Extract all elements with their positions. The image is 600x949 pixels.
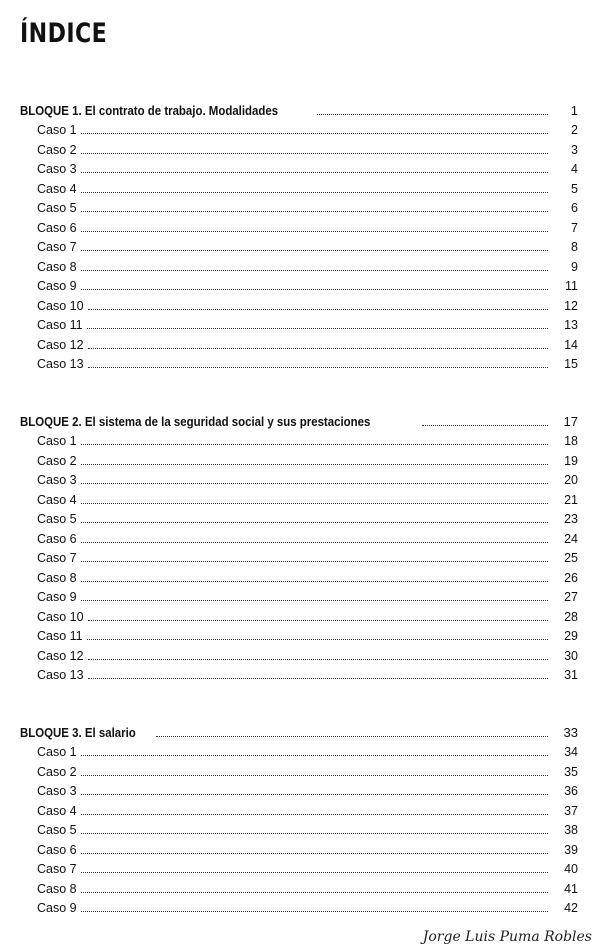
- toc-entry[interactable]: [37, 448, 578, 468]
- page-number: 40: [564, 862, 578, 876]
- toc-entry[interactable]: [37, 487, 578, 507]
- page-number: 20: [564, 473, 578, 487]
- page-number: 7: [571, 220, 578, 235]
- case-label: Caso 5: [37, 512, 77, 526]
- page-number: 6: [571, 201, 578, 215]
- toc-entry[interactable]: [37, 876, 578, 896]
- toc-entry[interactable]: [37, 585, 578, 605]
- toc-entry[interactable]: [37, 779, 578, 799]
- case-label: Caso 10: [37, 298, 84, 313]
- toc-entry[interactable]: [37, 176, 578, 196]
- page-number: 26: [564, 570, 578, 585]
- case-label: Caso 12: [37, 337, 84, 352]
- case-label: Caso 12: [37, 648, 84, 663]
- case-label: Caso 4: [37, 803, 77, 818]
- block-heading-3[interactable]: [20, 720, 578, 740]
- page-number: 12: [564, 298, 578, 313]
- page-number: 17: [563, 413, 578, 429]
- dot-leader: [81, 541, 548, 543]
- case-label: Caso 5: [37, 823, 77, 837]
- page-number: 42: [564, 901, 578, 915]
- toc-entry[interactable]: [37, 274, 578, 294]
- case-label: Caso 6: [37, 220, 77, 235]
- toc-entry[interactable]: [37, 313, 578, 333]
- page-number: 41: [564, 881, 578, 896]
- case-label: Caso 4: [37, 492, 77, 507]
- dot-leader: [81, 891, 548, 893]
- signature: Jorge Luis Puma Robles: [422, 929, 592, 945]
- toc-entry[interactable]: [37, 624, 578, 644]
- dot-leader: [81, 132, 548, 134]
- page-number: 23: [564, 512, 578, 526]
- toc-entry[interactable]: [37, 546, 578, 566]
- case-label: Caso 8: [37, 881, 77, 896]
- toc-entry[interactable]: [37, 857, 578, 877]
- case-label: Caso 1: [37, 123, 77, 137]
- page-number: 25: [564, 551, 578, 565]
- dot-leader: [81, 502, 548, 504]
- dot-leader: [88, 347, 548, 349]
- page-number: 15: [564, 357, 578, 371]
- dot-leader: [81, 832, 548, 834]
- page-number: 19: [564, 453, 578, 468]
- page-number: 39: [564, 842, 578, 857]
- page-number: 13: [564, 318, 578, 332]
- dot-leader: [87, 638, 548, 640]
- dot-leader: [422, 424, 548, 426]
- dot-leader: [81, 152, 548, 154]
- case-label: Caso 6: [37, 842, 77, 857]
- dot-leader: [87, 327, 548, 329]
- toc-entry[interactable]: [37, 137, 578, 157]
- toc-entry[interactable]: [37, 604, 578, 624]
- case-label: Caso 1: [37, 745, 77, 759]
- block-heading-2[interactable]: [20, 409, 578, 429]
- dot-leader: [156, 735, 548, 737]
- page-number: 24: [564, 531, 578, 546]
- toc-entry[interactable]: [37, 565, 578, 585]
- page-number: 35: [564, 764, 578, 779]
- block-heading-label: [20, 104, 313, 118]
- dot-leader: [81, 249, 548, 251]
- dot-leader: [88, 308, 548, 310]
- case-label: Caso 2: [37, 142, 77, 157]
- case-label: Caso 5: [37, 201, 77, 215]
- case-label: Caso 7: [37, 240, 77, 254]
- toc-entry[interactable]: [37, 215, 578, 235]
- case-label: Caso 3: [37, 784, 77, 798]
- dot-leader: [81, 210, 548, 212]
- toc-entry[interactable]: [37, 837, 578, 857]
- dot-leader: [88, 658, 548, 660]
- page-number: 38: [564, 823, 578, 837]
- toc-entry[interactable]: [37, 663, 578, 683]
- case-label: Caso 2: [37, 764, 77, 779]
- page-number: 9: [571, 259, 578, 274]
- block-name: El contrato de trabajo. Modalidades: [84, 102, 279, 118]
- page-number: 4: [571, 162, 578, 176]
- dot-leader: [81, 521, 548, 523]
- toc-entry[interactable]: [37, 896, 578, 916]
- case-label: Caso 7: [37, 551, 77, 565]
- block-heading-1[interactable]: [20, 98, 578, 118]
- page-number: 28: [564, 609, 578, 624]
- toc-entry[interactable]: [37, 196, 578, 216]
- dot-leader: [88, 677, 548, 679]
- page-number: 29: [564, 629, 578, 643]
- dot-leader: [81, 463, 548, 465]
- page-number: 18: [564, 434, 578, 448]
- page-title: ÍNDICE: [20, 18, 108, 49]
- dot-leader: [81, 482, 548, 484]
- dot-leader: [81, 871, 548, 873]
- page-number: 14: [564, 337, 578, 352]
- toc-entry[interactable]: [37, 759, 578, 779]
- toc-entry[interactable]: [37, 798, 578, 818]
- page-number: 2: [571, 123, 578, 137]
- toc-entry[interactable]: [37, 352, 578, 372]
- block-name: El salario: [84, 724, 136, 740]
- page-number: 8: [571, 240, 578, 254]
- toc-entry[interactable]: [37, 332, 578, 352]
- case-label: Caso 3: [37, 473, 77, 487]
- page-number: 21: [564, 492, 578, 507]
- block-prefix: BLOQUE 3.: [20, 724, 82, 740]
- toc-entry[interactable]: [37, 293, 578, 313]
- page-number: 36: [564, 784, 578, 798]
- page-number: 3: [571, 142, 578, 157]
- dot-leader: [81, 443, 548, 445]
- block-prefix: BLOQUE 1.: [20, 102, 82, 118]
- toc-entry[interactable]: [37, 429, 578, 449]
- block-name: El sistema de la seguridad social y sus prestaciones: [84, 413, 371, 429]
- dot-leader: [317, 113, 548, 115]
- case-label: Caso 8: [37, 570, 77, 585]
- toc-entry[interactable]: [37, 235, 578, 255]
- case-label: Caso 11: [37, 629, 83, 643]
- dot-leader: [81, 599, 548, 601]
- dot-leader: [81, 288, 548, 290]
- page-number: 11: [565, 279, 578, 293]
- page-number: 27: [564, 590, 578, 604]
- dot-leader: [81, 171, 548, 173]
- page-number: 30: [564, 648, 578, 663]
- case-label: Caso 10: [37, 609, 84, 624]
- page-number: 5: [571, 181, 578, 196]
- toc-entry[interactable]: [37, 643, 578, 663]
- toc-entry[interactable]: [37, 818, 578, 838]
- block-prefix: BLOQUE 2.: [20, 413, 82, 429]
- block-heading-label: [20, 726, 152, 740]
- page-number: 34: [564, 745, 578, 759]
- case-label: Caso 7: [37, 862, 77, 876]
- dot-leader: [81, 793, 548, 795]
- toc-entry[interactable]: [37, 526, 578, 546]
- case-label: Caso 1: [37, 434, 77, 448]
- toc-entry[interactable]: [37, 157, 578, 177]
- dot-leader: [81, 560, 548, 562]
- dot-leader: [81, 754, 548, 756]
- case-label: Caso 9: [37, 590, 77, 604]
- dot-leader: [81, 852, 548, 854]
- case-label: Caso 6: [37, 531, 77, 546]
- page-number: 37: [564, 803, 578, 818]
- case-label: Caso 3: [37, 162, 77, 176]
- case-label: Caso 9: [37, 901, 77, 915]
- dot-leader: [88, 366, 548, 368]
- case-label: Caso 11: [37, 318, 83, 332]
- block-heading-label: [20, 415, 418, 429]
- page-number: 33: [563, 724, 578, 740]
- dot-leader: [81, 774, 548, 776]
- case-label: Caso 13: [37, 668, 84, 682]
- case-label: Caso 13: [37, 357, 84, 371]
- dot-leader: [88, 619, 548, 621]
- dot-leader: [81, 269, 548, 271]
- case-label: Caso 9: [37, 279, 77, 293]
- toc-entry[interactable]: [37, 507, 578, 527]
- page-number: 1: [570, 102, 578, 118]
- dot-leader: [81, 910, 548, 912]
- dot-leader: [81, 230, 548, 232]
- case-label: Caso 2: [37, 453, 77, 468]
- toc-entry[interactable]: [37, 468, 578, 488]
- case-label: Caso 4: [37, 181, 77, 196]
- dot-leader: [81, 580, 548, 582]
- dot-leader: [81, 191, 548, 193]
- dot-leader: [81, 813, 548, 815]
- page-number: 31: [564, 668, 578, 682]
- toc-entry[interactable]: [37, 118, 578, 138]
- case-label: Caso 8: [37, 259, 77, 274]
- toc-entry[interactable]: [37, 254, 578, 274]
- toc-entry[interactable]: [37, 740, 578, 760]
